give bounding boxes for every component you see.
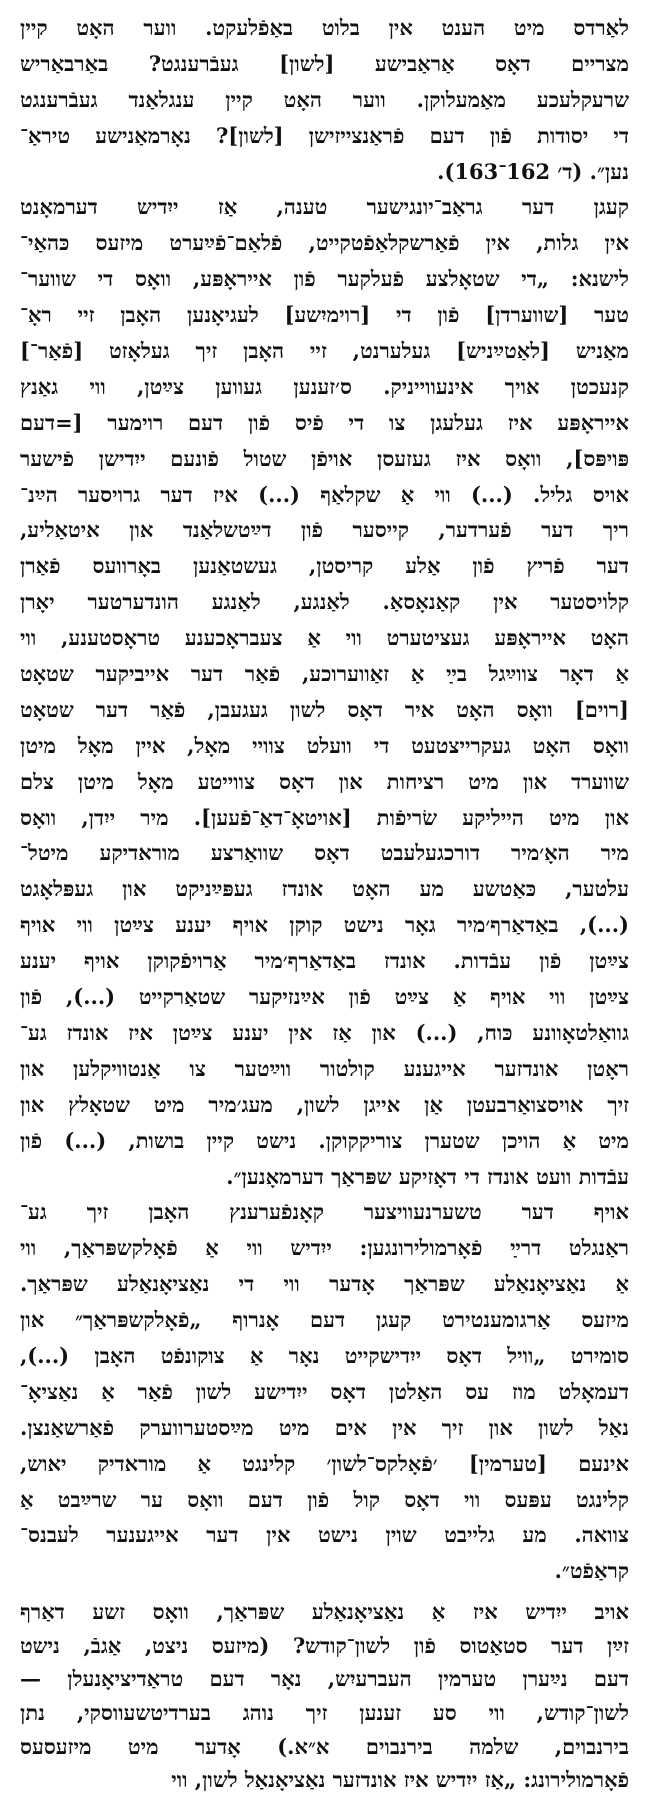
text-line: צײַטן ווי אויף אַ צײַט פֿון אײַנזיקער שטאַרקייט (...), פֿון: [20, 984, 629, 1010]
text-line: (...), באַדאַרף׳מיר גאָר נישט קוקן אויף יענע צײַטן ווי אויף: [20, 912, 629, 938]
text-line: דעם נײַערן טערמין העברעיִש, נאָר דעם טראַדיציאָנעלן —: [20, 1666, 629, 1692]
text-line: עבֿדות וועט אונדז די דאָזיקע שפּראַך דערמאָנען״.: [226, 1163, 629, 1189]
text-line: קנעכטן אויך אינעווייניק. ס׳זענען געווען צײַטן, ווי גאַנץ: [20, 373, 629, 399]
text-line: מיט אַ הויכן שטערן צוריקקוקן. נישט קיין בושות, (...) פֿון: [20, 1127, 629, 1153]
text-line: אייראָפּע איז געלעגן צו די פֿיס פֿון דעם רוימער [=דעם: [20, 409, 629, 435]
text-line: נען״. (ד׳ 162־163).: [437, 158, 629, 184]
text-line: צײַטן פֿון עבֿדות. אונדז באַדאַרף׳מיר אַרויפֿקוקן אויף יענע: [20, 948, 629, 974]
text-line: קלויסטער אין קאַנאָסאַ. לאַנגע, לאַנגע הונדערטער יאָרן: [20, 589, 629, 615]
text-line: טער [שווערדן] פֿון די [רוימיִשע] לעגיאָנען האָבן זיי ראָ־: [20, 302, 629, 328]
text-line: קעגן דער גראַב־יונגישער טענה, אַז ייִדיש דערמאָנט: [20, 194, 629, 220]
text-line: לישנא: „די שטאָלצע פֿעלקער פֿון אייראָפּע, וואָס די שווער־: [20, 266, 629, 292]
text-line: שרעקלעכע מאַמעלוקן. ווער האָט קיין ענגלאַנד געבֿרענגט: [20, 86, 629, 112]
text-line: מצריים דאָס אַראַבישע [לשון] געבֿרענגט? באַרבאַריש: [20, 50, 629, 76]
text-line: קראַפֿט״.: [554, 1558, 629, 1584]
paragraph: [20, 189, 629, 1194]
text-line: ראַנגלט דרײַ פֿאָרמולירונגען: ייִדיש ווי אַ פֿאָלקשפּראַך, ווי: [20, 1235, 629, 1261]
text-line: דעמאָלט מוז עס האַלטן דאָס ייִדישע לשון פֿאַר אַ נאַציאָ־: [20, 1378, 629, 1404]
text-line: נאַל לשון און זיך אין אים מיט מײַסטערווערק פֿאַרשאַנצן.: [20, 1414, 629, 1440]
text-line: וואָס האָט געקרייצטעט די וועלט צוויי מאָל, איין מאָל מיטן: [20, 732, 629, 758]
text-line: סומירט „וויל דאָס ייִדישקייט נאָר אַ צוקונפֿט האָבן (...),: [20, 1342, 629, 1368]
text-line: אויס גליל. (...) ווי אַ שקלאַף (...) איז דער גרויסער הײַנ־: [20, 481, 629, 507]
text-line: מאַניש [לאַטײַניש] געלערנט, זיי האָבן זיך געלאָזט [פֿאַר־]: [20, 338, 629, 364]
paragraph: [20, 1595, 629, 1797]
text-line: די יסודות פֿון דעם פֿראַנצייזישן [לשון]? נאָרמאַנישע טיראַ־: [20, 122, 629, 148]
text-line: אַ נאַציאָנאַלע שפּראַך אָדער ווי די נאַציאָנאַלע שפּראַך.: [20, 1271, 629, 1297]
text-line: דער פֿריץ פֿון אַלע קריסטן, געשטאַנען באָרוועס פֿאַרן: [20, 553, 629, 579]
text-line: שווערד און מיט רציחות און דאָס צווייטע מאָל מיטן צלם: [20, 768, 629, 794]
text-line: אינעם [טערמין] ׳פֿאָלקס־לשון׳ קלינגט אַ מוראדיק יאוש,: [20, 1450, 629, 1476]
text-line: קלינגט עפּעס ווי דאָס קול פֿון דעם וואָס ער שרײַבט אַ: [20, 1486, 629, 1512]
text-line: אין גלות, אין פֿאַרשקלאַפֿטקייט, פֿלאַם־פֿײַערט מיזעס כּהאַי־: [20, 230, 629, 256]
text-line: גוואַלטאָוונע כּוח, (...) און אַז אין יענע צײַטן איז אונדז גע־: [20, 1019, 629, 1045]
text-line: אויף דער טשערנעוויצער קאָנפֿערענץ האָבן זיך גע־: [20, 1199, 629, 1225]
text-line: אַ דאָר צווײַגל בײַ אַ זאַווערוכע, פֿאַר דער אייביקער שטאָט: [20, 661, 629, 687]
text-line: זיך אויסצואַרבעטן אַן אייגן לשון, מעג׳מיר מיט שטאָלץ און: [20, 1091, 629, 1117]
text-line: עלטער, כּאַטשע מע האָט אונדז געפּײַניקט און געפּלאָגט: [20, 876, 629, 902]
text-line: מיר האָ׳מיר דורכגעלעבט דאָס שוואַרצע מוראדיקע מיטל־: [20, 840, 629, 866]
text-line: [רוים] וואָס האָט איר דאָס לשון געגעבן, פֿאַר דער שטאָט: [20, 696, 629, 722]
text-line: ראָטן אונדזער אייגענע קולטור ווײַטער צו אַנטוויקלען און: [20, 1055, 629, 1081]
text-line: פֿאָרמולירונג: „אַז ייִדיש איז אונדזער נאַציאָנאַל לשון, ווי: [171, 1767, 629, 1793]
paragraph: [20, 10, 629, 189]
text-line: מיזעס אַרגומענטירט קעגן דעם אָנרוף „פֿאָלקשפּראַך״ און: [20, 1307, 629, 1333]
text-line: זײַן דער סטאַטוס פֿון לשון־קודש? (מיזעס ניצט, אַגבֿ, נישט: [20, 1632, 629, 1658]
text-line: צוואה. מע גלייבט שוין נישט אין דער אייגענער לעבנס־: [20, 1522, 629, 1548]
text-line: לאַרדס מיט הענט אין בלוט באַפֿלעקט. ווער האָט קיין: [20, 15, 629, 40]
text-line: פּויפּס], וואָס איז געזעסן אויפֿן שטול פֿונעם ייִדישן פֿישער: [20, 445, 629, 471]
text-line: און מיט הייליקע שׂריפֿות [אויטאָ־דאַ־פֿעען]. מיר ייִדן, וואָס: [20, 804, 629, 830]
text-line: האָט אייראָפּע געציטערט ווי אַ צעבראָכענע טראָסטענע, ווי: [20, 625, 629, 651]
text-line: בירנבוים, שלמה בירנבוים א״א.) אָדער מיט מיזעסעס: [20, 1733, 629, 1759]
text-line: אויב ייִדיש איז אַ נאַציאָנאַלע שפּראַך, וואָס זשע דאַרף: [20, 1599, 629, 1625]
text-line: ריך דער פֿערדער, קייסער פֿון דײַטשלאַנד און איטאַליע,: [20, 517, 629, 543]
text-line: לשון־קודש, ווי סע זענען זיך נוהג בערדיטשעווסקי, נתן: [20, 1699, 629, 1725]
paragraph: [20, 1194, 629, 1589]
